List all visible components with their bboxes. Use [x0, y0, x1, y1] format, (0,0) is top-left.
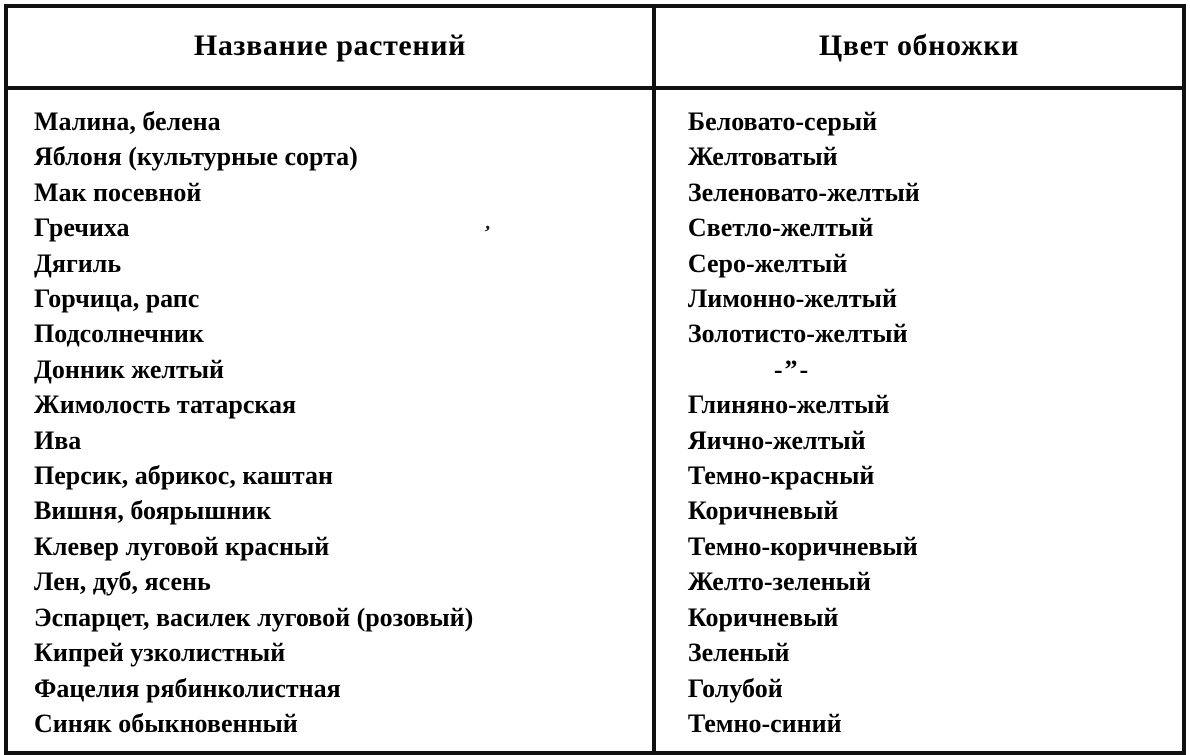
plant-names-cell [6, 88, 654, 753]
list-item: Кипрей узколистный [34, 638, 286, 668]
list-item: Золотисто-желтый [687, 319, 908, 349]
column-header-plant-names: Название растений [6, 6, 654, 88]
list-item: Зеленовато-желтый [687, 177, 920, 207]
table-row [6, 88, 1184, 753]
list-item: Дягиль [34, 248, 122, 278]
list-item: Эспарцет, василек луговой (розовый) [34, 602, 474, 632]
list-item: Светло-желтый [687, 213, 874, 243]
list-item: Донник желтый [34, 354, 224, 384]
plant-names-list [8, 104, 652, 741]
list-item: Серо-желтый [687, 248, 848, 278]
list-item: Горчица, рапс [34, 284, 200, 314]
list-item: Коричневый [687, 602, 839, 632]
list-item: Лимонно-желтый [687, 284, 897, 314]
list-item: Коричневый [687, 496, 839, 526]
list-item: Клевер луговой красный [34, 531, 330, 561]
list-item: Ива [34, 425, 82, 455]
list-item: Фацелия рябинколистная [34, 673, 341, 703]
page-root [0, 4, 1190, 738]
list-item: Лен, дуб, ясень [34, 567, 211, 597]
list-item: Мак посевной [34, 177, 202, 207]
list-item: Вишня, боярышник [34, 496, 272, 526]
list-item: Желтоватый [687, 142, 838, 172]
list-item: Желто-зеленый [687, 567, 871, 597]
list-item: Яично-желтый [687, 425, 866, 455]
list-item: Темно-синий [687, 708, 842, 738]
list-item: Подсолнечник [34, 319, 204, 349]
list-item: Беловато-серый [687, 107, 878, 136]
stray-pen-mark-icon: ’ [480, 221, 492, 245]
list-item: Жимолость татарская [34, 390, 297, 420]
plant-pollen-table [4, 4, 1186, 755]
ditto-mark: -”- [773, 354, 811, 384]
list-item: Малина, белена [34, 107, 221, 136]
list-item: Синяк обыкновенный [34, 708, 298, 738]
list-item: Голубой [687, 673, 783, 703]
pollen-colors-list [656, 104, 1182, 741]
list-item: Темно-красный [687, 461, 875, 491]
list-item: Персик, абрикос, каштан [34, 461, 333, 491]
table-body [6, 88, 1184, 753]
list-item: Глиняно-желтый [687, 390, 890, 420]
column-header-pollen-color: Цвет обножки [654, 6, 1184, 88]
list-item: Яблоня (культурные сорта) [34, 142, 358, 172]
pollen-colors-cell [654, 88, 1184, 753]
table-header-row [6, 6, 1184, 88]
table-header [6, 6, 1184, 88]
list-item: Гречиха [34, 213, 130, 243]
list-item: Зеленый [687, 638, 790, 668]
list-item: Темно-коричневый [687, 531, 918, 561]
